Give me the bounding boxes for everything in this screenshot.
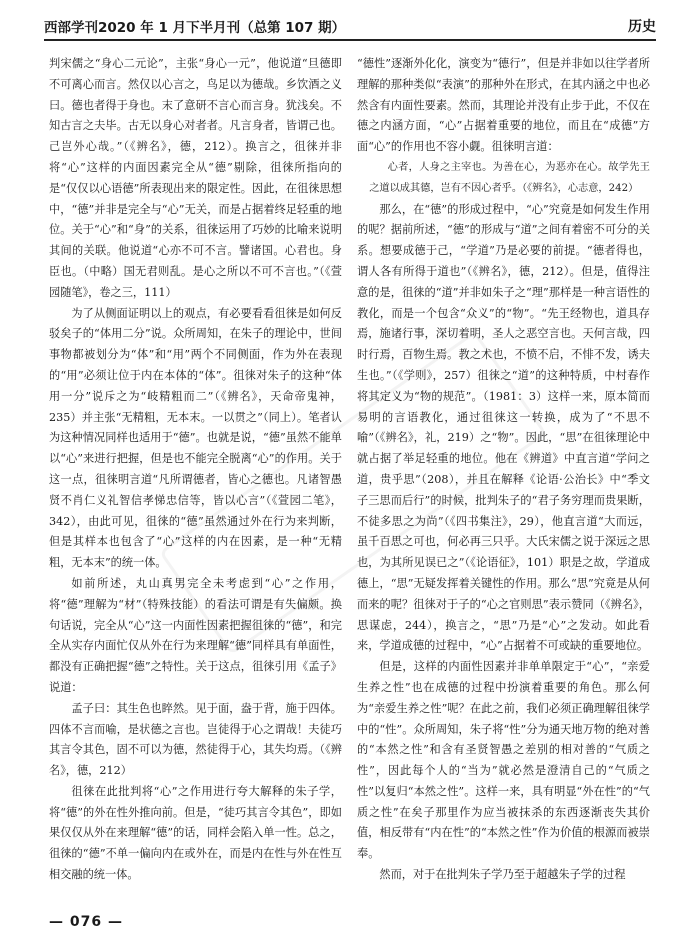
page-header (44, 6, 656, 41)
journal-title: 西部学刊2020 年 1 月下半月刊（总第 107 期） (44, 20, 346, 36)
section-label: 历史 (628, 19, 656, 35)
paragraph: 孟子曰：其生色也睟然。见于面，盎于背，施于四体。四体不言而喻，是状德之言也。岂徒得于心之谓哉！夫徒巧其言令其色，固不可以为德，然徒得于心，其失均焉。（《辨名》，德，212） (49, 701, 342, 778)
page-number: — 076 — (49, 914, 123, 930)
section-heading (49, 886, 342, 890)
paragraph: 那么，在“德”的形成过程中，“心”究竟是如何发生作用的呢？据前所述，“德”的形成与“道”之间有着密不可分的关系。想要成德于己，“学道”乃是必要的前提。“德者得也，谓人各有所得于道也”（《辨名》，德，212）。但是，值得注意的是，徂徕的“道”并非如朱子之“理”那样是一种言语性的教化，而是一个包含“众义”的“物”。“先王经物也，道具存焉，施诸行事，深切着明，圣人之恶空言也。天何言哉，四时行焉，百物生焉。教之术也，不愤不启，不悱不发，诱夫生也。”（《学则》，257）徂徕之“道”的这种特质，中村春作将其定义为“物的规范”。（1981：3）这样一来，原本简而易明的言语教化，通过徂徕这一转换，成为了“不思不喻”（《辨名》，礼，219）之“物”。因此，“思”在徂徕理论中就占据了举足轻重的地位。他在《辨道》中直言道“学问之道，贵乎思”（208），并且在解释《论语·公治长》中“季文子三思而后行”的时候，批判朱子的“君子务穷理而贵果断，不徒多思之为尚”（《四书集注》，29），他直言道“大而远，虽千百思之可也，何必再三只乎。大氏宋儒之说于深远之思也，为其所见误已之”（《论语征》，101）职是之故，学道成德上，“思”无疑发挥着关键性的作用。那么“思”究竟是从何而来的呢？徂徕对于子的“心之官则思”表示赞同（《辨名》，思谋虑，244），换言之，“思”乃是“心”之发动。如此看来，学道成德的过程中，“心”占据着不可或缺的重要地位。 (357, 202, 650, 653)
paragraph: 如前所述，丸山真男完全未考虑到“心”之作用，将“德”理解为“材”（特殊技能）的看法可谓是有失偏颇。换句话说，完全从“心”这一内面性因素把握徂徕的“德”，和完全从实存内面忙仅从外在行为来理解“德”同样具有单面性，都没有正确把握“德”之特性。关于这点，徂徕引用《孟子》说道： (49, 576, 342, 694)
paragraph: 为了从侧面证明以上的观点，有必要看看徂徕是如何反驳矣子的“体用二分”说。众所周知，在朱子的理论中，世间事物都被划分为“体”和“用”两个不同侧面，作为外在表现的“用”必须让位于内在本体的“体”。徂徕对朱子的这种“体用一分”说斥之为“岐精粗而二”（《辨名》，天命帝鬼神，235）并主张“无精粗，无本末。一以贯之”（同上）。笔者认为这种情况同样也适用于“德”。也就是说，“德”虽然不能单以“心”来进行把握，但是也不能完全脱离“心”的作用。关于这一点，徂徕明言道“凡所谓德者，皆心之德也。凡诸智愚贤不肖仁义礼智信孝悌忠信等，皆以心言”（《萱园二笔》，342），由此可见，徂徕的“德”虽然通过外在行为来判断，但是其样本也包含了“心”这样的内在因素，是一种“无精粗，无本末”的统一体。 (49, 306, 342, 570)
right-column (357, 54, 650, 890)
paragraph: 判宋儒之“身心二元论”，主张“身心一元”，他说道“旦德即不可离心而言。然仅以心言之，鸟足以为德哉。乡饮酒之义曰。德也者得于身也。末了意研不言心而言身。犹浅矣。不知古言之夫毕。古无以身心对者者。凡言身者，皆谓己也。己岂外心哉。”（《辨名》，德，212）。换言之，徂徕并非将“心”这样的内面因素完全从“德”剔除，徂徕所指向的是“仅仅以心语德”所表现出来的限定性。因此，在徂徕思想中，“德”并非是完全与“心”无关，而是占据着终足轻重的地位。关于“心”和“身”的关系，徂徕运用了巧妙的比喻来说明其间的关联。他说道“心亦不可不言。譬诸国。心君也。身臣也。（中略）国无君则乱。是心之所以不可不言也。”（《萱园随笔》，卷之三，111） (49, 57, 342, 299)
block-quote: 心者，人身之主宰也。为善在心，为恶亦在心。故学先王之道以成其德，岂有不因心者乎。（《辨名》，心志意，242） (369, 161, 650, 194)
paragraph: “德性”逐渐外化化，演变为“德行”，但是并非如以往学者所理解的那种类似“表演”的那种外在形式，在其内涵之中也必然含有内面性要素。然而，其理论并没有止步于此，不仅在德之内涵方面，“心”占据着重要的地位，而且在“成德”方面“心”的作用也不容小觑。徂徕明言道： (357, 57, 650, 154)
left-column (49, 54, 342, 890)
paragraph: 然而，对于在批判朱子学乃至于超越朱子学的过程 (379, 868, 626, 882)
paragraph: 但是，这样的内面性因素并非单单限定于“心”，“亲爱生养之性”也在成德的过程中扮演着重要的角色。那么何为“亲爱生养之性”呢？在此之前，我们必须正确理解徂徕学中的“性”。众所周知，朱子将“性”分为通天地万物的绝对善的“本然之性”和含有圣贤智愚之差别的相对善的“气质之性”，因此每个人的“当为”就必然是澄清自己的“气质之性”以复归“本然之性”。这样一来，具有明显“外在性”的“气质之性”在矣子那里作为应当被抹杀的东西逐渐丧失其价值，相反带有“内在性”的“本然之性”作为价值的根源而被崇奉。 (357, 660, 650, 861)
paragraph: 徂徕在此批判将“心”之作用进行夸大解释的朱子学，将“德”的外在性外推向前。但是，“徒巧其言令其色”，即如果仅仅从外在来理解“德”的话，同样会陷入单一性。总之，徂徕的“德”不单一偏向内在或外在，而是内在性与外在性互相交融的统一体。 (49, 784, 342, 882)
